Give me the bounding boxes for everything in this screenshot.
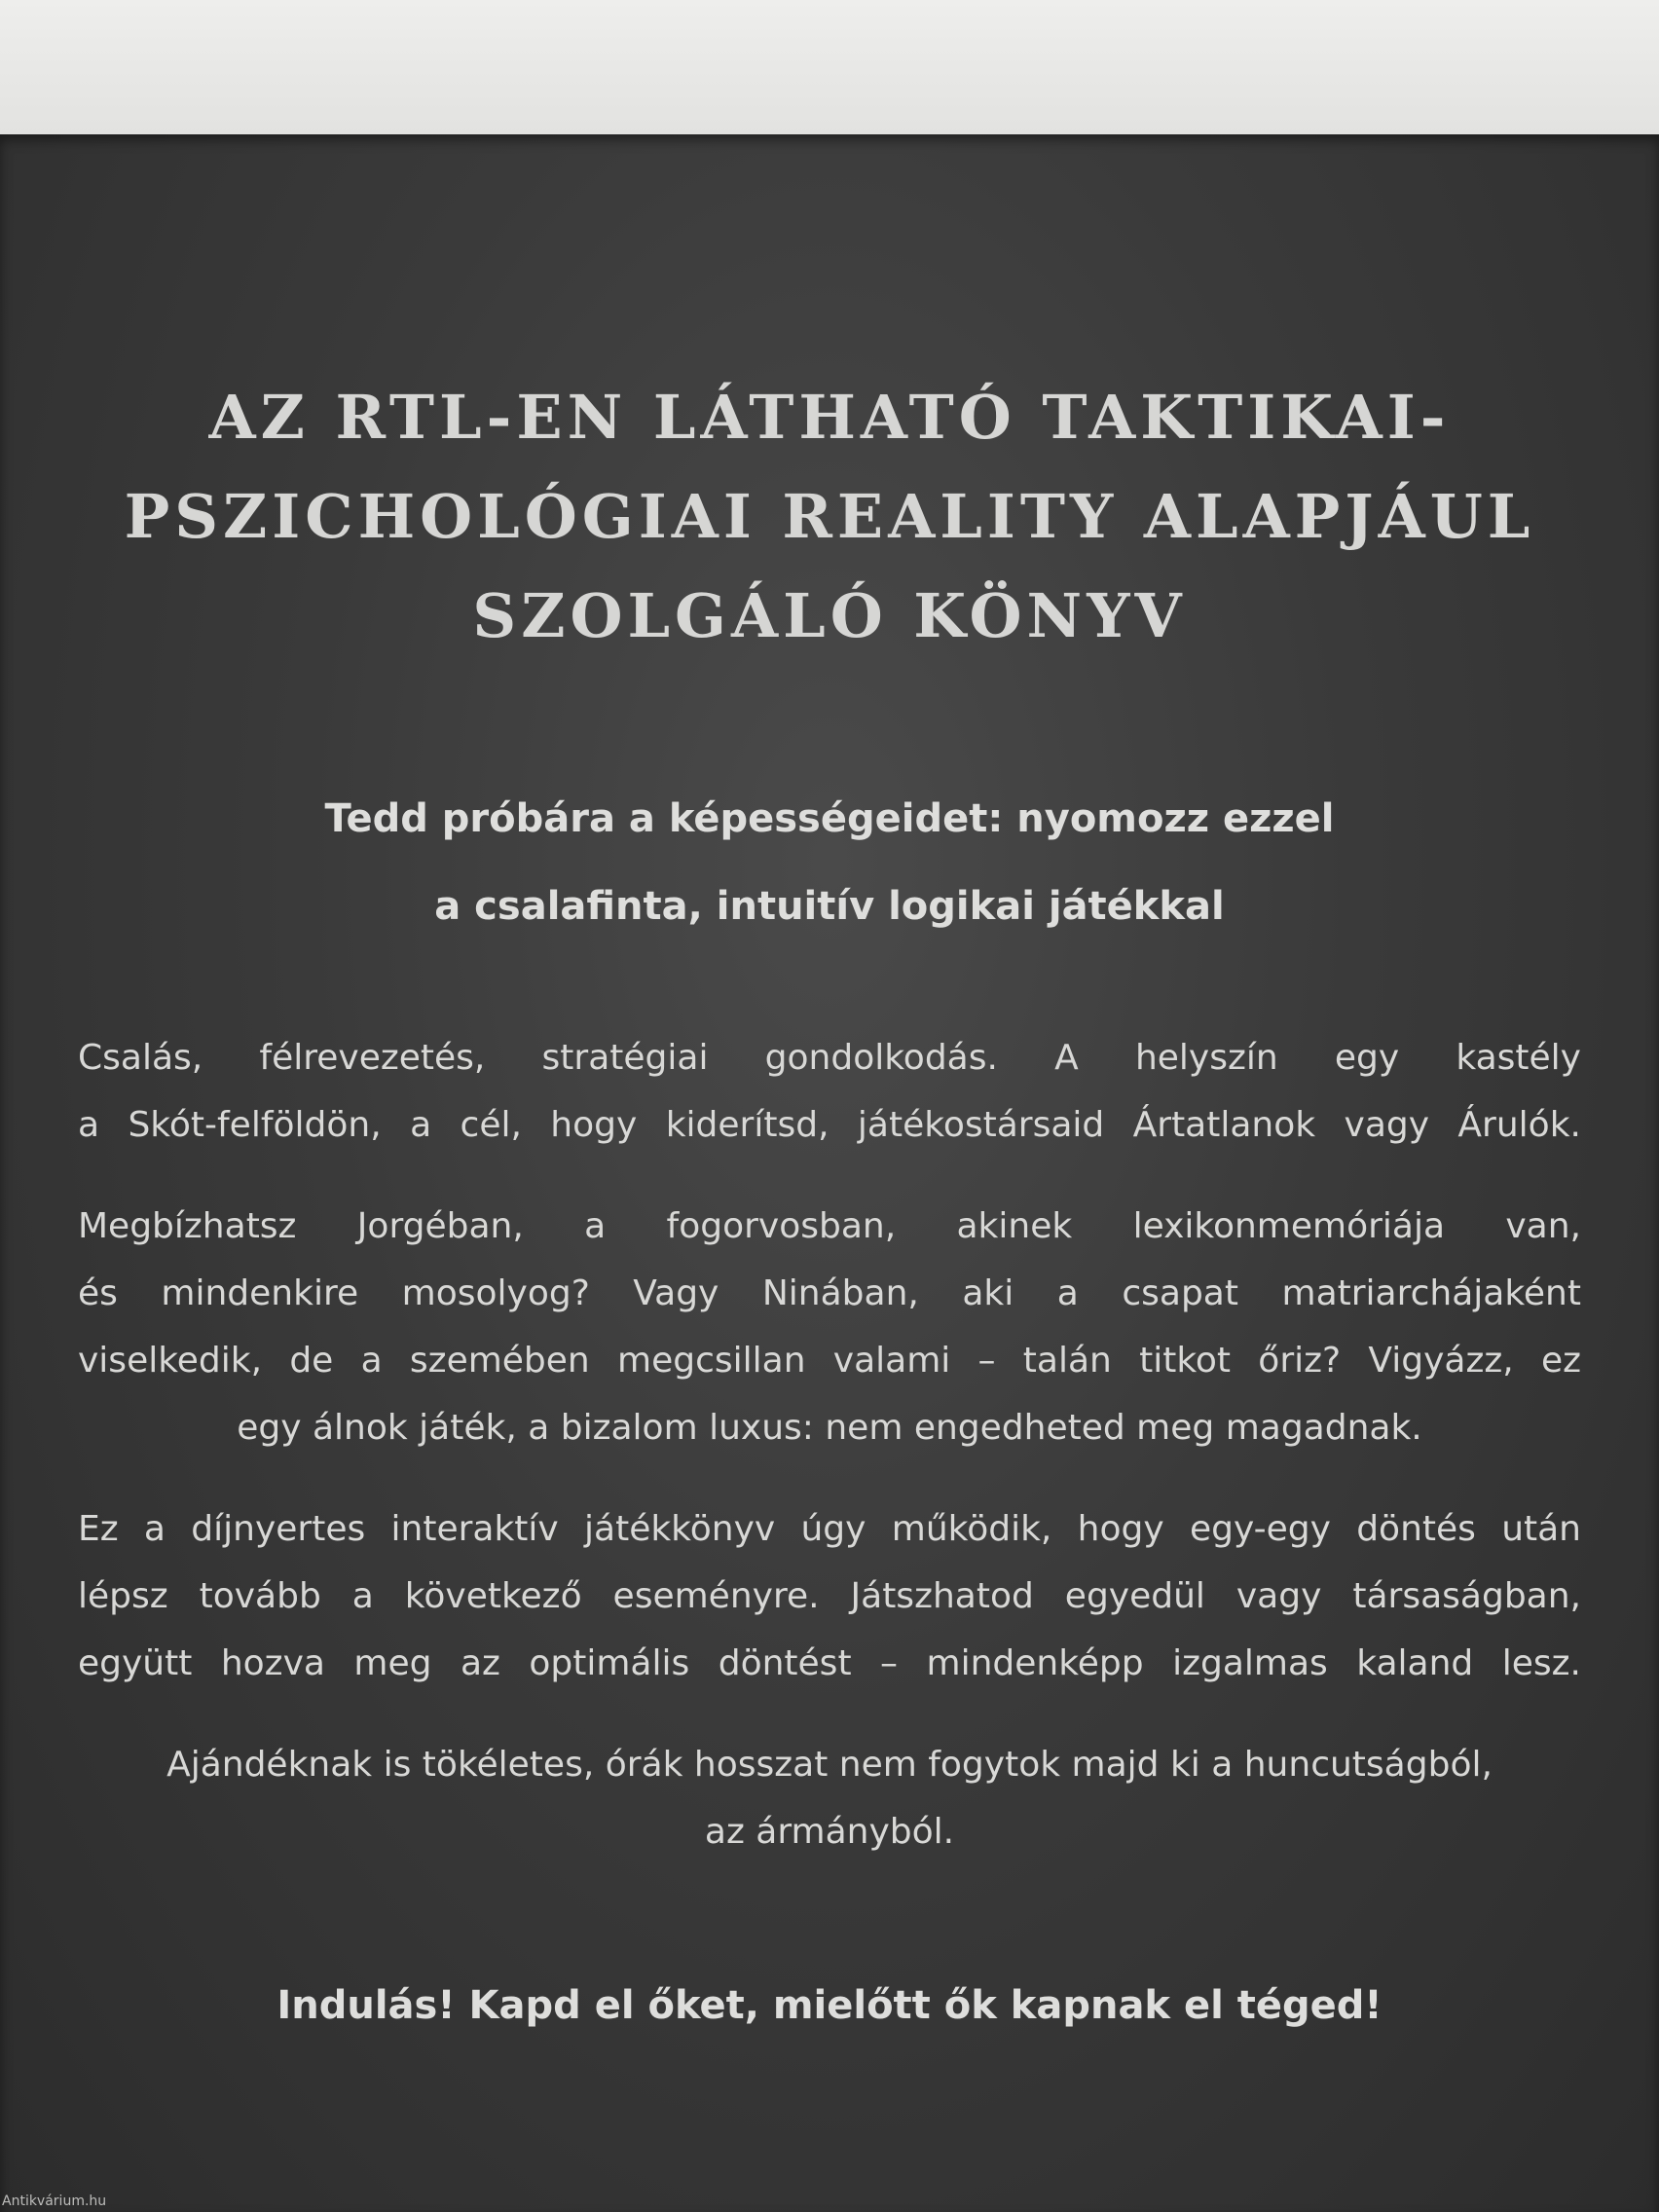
blurb-line: egy álnok játék, a bizalom luxus: nem engedheted meg magadnak.	[237, 1408, 1422, 1448]
watermark: Antikvárium.hu	[2, 2194, 107, 2209]
subtitle-line: Tedd próbára a képességeidet: nyomozz ezzel	[324, 796, 1335, 841]
blurb-line: viselkedik, de a szemében megcsillan valami – talán titkot őriz? Vigyázz, ez	[78, 1341, 1581, 1381]
cover-subtitle	[0, 775, 1659, 950]
page-background	[0, 0, 1659, 136]
blurb-line: az ármányból.	[704, 1812, 955, 1852]
blurb-line: Megbízhatsz Jorgéban, a fogorvosban, akinek lexikonmemóriája van,	[78, 1206, 1581, 1246]
closing-tagline: Indulás! Kapd el őket, mielőtt ők kapnak el téged!	[276, 1983, 1382, 2028]
blurb-line: Ajándéknak is tökéletes, órák hosszat nem fogytok majd ki a huncutságból,	[166, 1745, 1493, 1785]
blurb-line: és mindenkire mosolyog? Vagy Ninában, aki a csapat matriarchájaként	[78, 1273, 1581, 1313]
blurb-paragraph	[78, 1731, 1581, 1865]
title-line: SZOLGÁLÓ KÖNYV	[472, 580, 1187, 651]
blurb-line: együtt hozva meg az optimális döntést – mindenképp izgalmas kaland lesz.	[78, 1643, 1581, 1683]
blurb-body	[78, 1024, 1581, 1899]
title-line: AZ RTL-EN LÁTHATÓ TAKTIKAI-	[208, 382, 1451, 453]
title-line: PSZICHOLÓGIAI REALITY ALAPJÁUL	[124, 481, 1535, 552]
blurb-line: Ez a díjnyertes interaktív játékkönyv úgy működik, hogy egy-egy döntés után	[78, 1509, 1581, 1549]
blurb-line: lépsz tovább a következő eseményre. Játszhatod egyedül vagy társaságban,	[78, 1576, 1581, 1616]
blurb-line: Csalás, félrevezetés, stratégiai gondolkodás. A helyszín egy kastély	[78, 1038, 1581, 1078]
blurb-paragraph	[78, 1495, 1581, 1697]
blurb-paragraph	[78, 1193, 1581, 1461]
cover-title	[0, 368, 1659, 666]
blurb-line: a Skót-felföldön, a cél, hogy kiderítsd, játékostársaid Ártatlanok vagy Árulók.	[78, 1105, 1581, 1145]
blurb-paragraph	[78, 1024, 1581, 1159]
subtitle-line: a csalafinta, intuitív logikai játékkal	[434, 884, 1225, 929]
